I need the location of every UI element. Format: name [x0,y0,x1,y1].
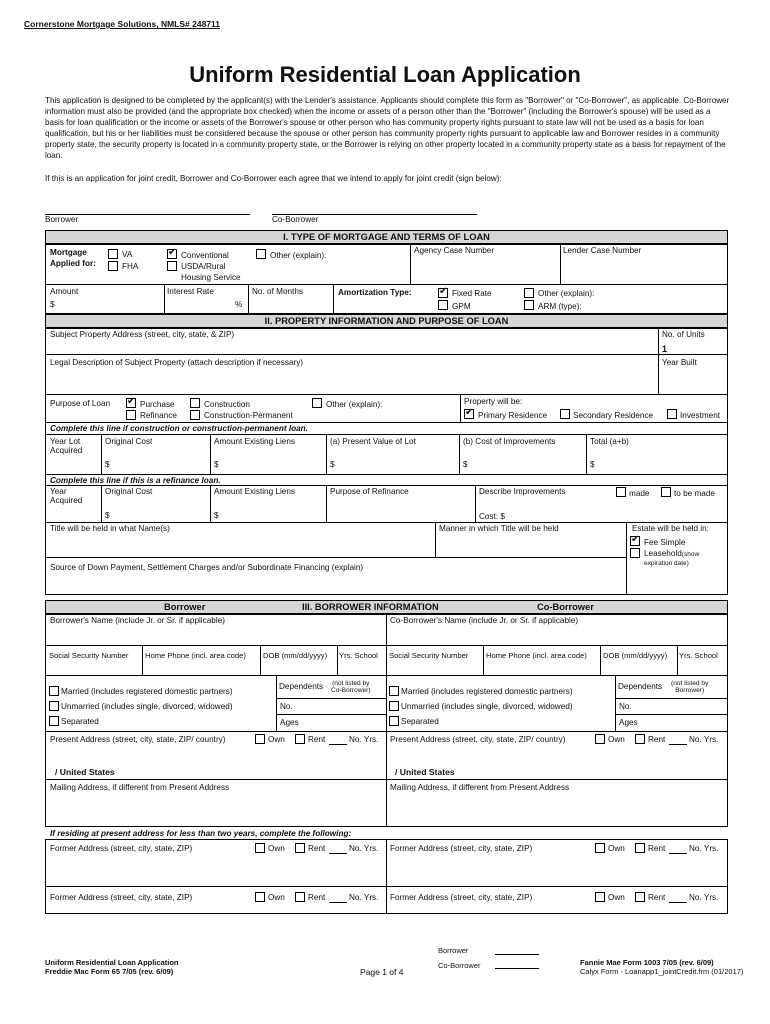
construction-label: Construction [204,400,250,409]
footer-calyx: Calyx Form - Loanapp1_jointCredit.frm (01/2017) [580,967,744,976]
amount-dollar: $ [50,300,55,309]
footer-coborrower-initials-label: Co-Borrower [438,961,481,970]
arm-checkbox[interactable] [524,300,534,310]
c-married-label: Married (includes registered domestic partners) [401,687,573,696]
applied-for-label: Applied for: [50,259,96,268]
purpose-refinance-label: Purpose of Refinance [330,487,409,496]
form-title: Uniform Residential Loan Application [189,62,581,87]
b-present-address-label: Present Address (street, city, state, ZIP/ country) [50,735,226,744]
borrower-heading: Borrower [164,602,206,612]
refinance-label: Refinance [140,411,177,420]
existing-liens-label: Amount Existing Liens [214,437,296,446]
interest-rate-label: Interest Rate [167,287,214,296]
year-lot-label: Year Lot [50,437,81,446]
b-separated-label: Separated [61,717,99,726]
property-will-be-label: Property will be: [464,397,523,406]
fha-checkbox[interactable] [108,261,118,271]
c-former1-no-yrs-label: No. Yrs. [689,844,719,853]
coborrower-heading: Co-Borrower [537,602,594,612]
present-value-lot-label: (a) Present Value of Lot [330,437,416,446]
present-value-dollar: $ [330,460,335,469]
leasehold-label: Leasehold(show [644,549,700,558]
c-home-phone-label: Home Phone (incl. area code) [486,651,587,660]
made-checkbox[interactable] [616,487,626,497]
borrower-name-label: Borrower's Name (include Jr. or Sr. if applicable) [50,616,225,625]
c-former2-own-checkbox[interactable] [595,892,605,902]
b-dependents-ages: Ages [280,718,299,727]
b-dependents-label: Dependents [279,682,324,691]
year-lot-label-2: Acquired [50,446,83,455]
b-married-checkbox[interactable] [49,686,59,696]
legal-description-label: Legal Description of Subject Property (attach description if necessary) [50,358,304,367]
year-built-label: Year Built [662,358,697,367]
amount-label: Amount [50,287,79,296]
c-rent-label: Rent [648,735,666,744]
made-label: made [629,489,650,498]
c-dependents-ages: Ages [619,718,638,727]
fee-simple-checkbox[interactable] [630,536,640,546]
c-former1-own-checkbox[interactable] [595,843,605,853]
b-yrs-school-label: Yrs. School [339,651,378,660]
gpm-checkbox[interactable] [438,300,448,310]
coborrower-signature-label: Co-Borrower [272,215,319,224]
b-home-phone-label: Home Phone (incl. area code) [145,651,246,660]
no-units-label: No. of Units [662,330,705,339]
section-1-header: I. TYPE OF MORTGAGE AND TERMS OF LOAN [45,230,728,244]
b-rent-checkbox[interactable] [295,734,305,744]
usda-label: USDA/Rural [181,262,226,271]
other-purpose-checkbox[interactable] [312,398,322,408]
c-dependents-no: No. [619,702,632,711]
year-acquired-label: Year [50,487,67,496]
b-former-address-2-label: Former Address (street, city, state, ZIP) [50,893,193,902]
b-former2-no-yrs-label: No. Yrs. [349,893,379,902]
borrower-signature-label: Borrower [45,215,79,224]
other-mortgage-label: Other (explain): [270,251,327,260]
other-mortgage-checkbox[interactable] [256,249,266,259]
c-yrs-school-label: Yrs. School [679,651,718,660]
agency-case-label: Agency Case Number [414,246,495,255]
c-married-checkbox[interactable] [389,686,399,696]
less-two-years-heading: If residing at present address for less than two years, complete the following: [50,829,352,838]
interest-percent: % [235,300,243,309]
b-former-address-1-label: Former Address (street, city, state, ZIP) [50,844,193,853]
c-former2-rent-label: Rent [648,893,666,902]
c-dob-label: DOB (mm/dd/yyyy) [603,651,668,660]
b-dependents-no: No. [280,702,293,711]
existing-liens-dollar: $ [214,460,219,469]
describe-improvements-label: Describe Improvements [479,487,566,496]
c-separated-label: Separated [401,717,439,726]
footer-borrower-initials-label: Borrower [438,946,469,955]
other-amort-checkbox[interactable] [524,288,534,298]
b-former1-rent-checkbox[interactable] [295,843,305,853]
refinance-line-heading: Complete this line if this is a refinance loan. [50,476,221,485]
c-unmarried-checkbox[interactable] [389,701,399,711]
refi-original-cost-label: Original Cost [105,487,153,496]
original-cost-dollar: $ [105,460,110,469]
fee-simple-label: Fee Simple [644,538,686,547]
b-former2-own-label: Own [268,893,285,902]
b-separated-checkbox[interactable] [49,716,59,726]
primary-residence-label: Primary Residence [478,411,548,420]
b-own-label: Own [268,735,285,744]
c-ssn-label: Social Security Number [389,651,469,660]
footer-freddie: Freddie Mac Form 65 7/05 (rev. 6/09) [45,967,174,976]
original-cost-label: Original Cost [105,437,153,446]
year-acquired-label-2: Acquired [50,496,83,505]
section-3-title: III. BORROWER INFORMATION [302,602,439,612]
amortization-type-label: Amortization Type: [338,288,412,297]
c-dependents-label: Dependents [618,682,663,691]
cost-dollar-label: Cost: $ [479,512,505,521]
b-former2-own-checkbox[interactable] [255,892,265,902]
b-former1-own-checkbox[interactable] [255,843,265,853]
c-country-value: / United States [395,767,455,777]
footer-form-title: Uniform Residential Loan Application [45,958,179,967]
construction-line-heading: Complete this line if construction or construction-permanent loan. [50,424,308,433]
refi-existing-liens-label: Amount Existing Liens [214,487,296,496]
va-label: VA [122,250,133,259]
construction-perm-checkbox[interactable] [190,410,200,420]
footer-fannie: Fannie Mae Form 1003 7/05 (rev. 6/09) [580,958,714,967]
purchase-checkbox[interactable] [126,398,136,408]
estate-held-label: Estate will be held in: [632,524,709,533]
secondary-residence-label: Secondary Residence [573,411,654,420]
c-former1-rent-label: Rent [648,844,666,853]
mortgage-label: Mortgage [50,248,87,257]
b-own-checkbox[interactable] [255,734,265,744]
primary-residence-checkbox[interactable] [464,409,474,419]
no-months-label: No. of Months [252,287,303,296]
c-former-address-2-label: Former Address (street, city, state, ZIP) [390,893,533,902]
total-ab-dollar: $ [590,460,595,469]
c-former2-own-label: Own [608,893,625,902]
b-unmarried-checkbox[interactable] [49,701,59,711]
conventional-checkbox[interactable] [167,249,177,259]
purpose-label: Purpose of Loan [50,399,111,408]
investment-label: Investment [680,411,721,420]
subject-address-label: Subject Property Address (street, city, state, & ZIP) [50,330,235,339]
secondary-residence-checkbox[interactable] [560,409,570,419]
arm-label: ARM (type): [538,302,582,311]
no-units-value: 1 [662,344,668,354]
refinance-checkbox[interactable] [126,410,136,420]
manner-title-label: Manner in which Title will be held [439,524,559,533]
b-mailing-label: Mailing Address, if different from Present Address [50,783,230,792]
joint-credit-text: If this is an application for joint credit, Borrower and Co-Borrower each agree that we intend to apply for joint credit (sign below): [45,174,502,183]
c-own-label: Own [608,735,625,744]
b-former1-rent-label: Rent [308,844,326,853]
c-former2-rent-checkbox[interactable] [635,892,645,902]
c-mailing-label: Mailing Address, if different from Present Address [390,783,570,792]
refi-original-cost-dollar: $ [105,511,110,520]
b-married-label: Married (includes registered domestic partners) [61,687,233,696]
gpm-label: GPM [452,302,471,311]
leasehold-note: expiration date) [644,560,689,567]
total-ab-label: Total (a+b) [590,437,629,446]
usda-checkbox[interactable] [167,261,177,271]
c-former1-rent-checkbox[interactable] [635,843,645,853]
conventional-label: Conventional [181,251,229,260]
c-no-yrs-label: No. Yrs. [689,735,719,744]
other-purpose-label: Other (explain): [326,400,383,409]
c-former2-no-yrs-label: No. Yrs. [689,893,719,902]
c-rent-checkbox[interactable] [635,734,645,744]
lender-name: Cornerstone Mortgage Solutions, NMLS# 248711 [24,19,221,29]
fha-label: FHA [122,262,139,271]
b-former1-own-label: Own [268,844,285,853]
c-own-checkbox[interactable] [595,734,605,744]
usda-label-2: Housing Service [181,273,241,282]
section-2-header: II. PROPERTY INFORMATION AND PURPOSE OF LOAN [45,314,728,328]
purchase-label: Purchase [140,400,175,409]
fixed-rate-label: Fixed Rate [452,289,492,298]
lender-case-label: Lender Case Number [563,246,642,255]
intro-paragraph: This application is designed to be completed by the applicant(s) with the Lender's assistance. Applicants should complete this form as "Borrower" or "Co-Borrower", as applicable. Co-Borrower information must also be provided (and the appropriate box checked) when the income or assets of a person other than the "Borrower" (including the Borrower's spouse) will be used as a basis for loan qualification or the income or assets of the Borrower's spouse or other person who has community property rights pursuant to state law will not be used as a basis for loan qualification, but his or her liabilities must be considered because the spouse or other person has community property rights pursuant to applicable law and Borrower resides in a community property state, the security property is located in a community property state, or the Borrower is relying on other property located in a community property state as a basis for repayment of the loan. [45,96,730,160]
to-be-made-label: to be made [674,489,715,498]
c-unmarried-label: Unmarried (includes single, divorced, widowed) [401,702,573,711]
to-be-made-checkbox[interactable] [661,487,671,497]
b-rent-label: Rent [308,735,326,744]
b-former2-rent-checkbox[interactable] [295,892,305,902]
refi-existing-liens-dollar: $ [214,511,219,520]
c-present-address-label: Present Address (street, city, state, ZIP/ country) [390,735,566,744]
construction-perm-label: Construction-Permanent [204,411,293,420]
b-not-listed-note: (not listed by Co-Borrower) [331,680,371,694]
cost-improvements-label: (b) Cost of Improvements [463,437,556,446]
cost-improvements-dollar: $ [463,460,468,469]
title-names-label: Title will be held in what Name(s) [50,524,170,533]
b-dob-label: DOB (mm/dd/yyyy) [263,651,328,660]
fixed-rate-checkbox[interactable] [438,288,448,298]
leasehold-checkbox[interactable] [630,548,640,558]
b-ssn-label: Social Security Number [49,651,129,660]
c-separated-checkbox[interactable] [389,716,399,726]
b-unmarried-label: Unmarried (includes single, divorced, widowed) [61,702,233,711]
b-former2-rent-label: Rent [308,893,326,902]
footer-page-number: Page 1 of 4 [360,967,404,977]
c-former-address-1-label: Former Address (street, city, state, ZIP) [390,844,533,853]
coborrower-name-label: Co-Borrower's Name (include Jr. or Sr. if applicable) [390,616,579,625]
source-down-payment-label: Source of Down Payment, Settlement Charges and/or Subordinate Financing (explain) [50,563,364,572]
b-country-value: / United States [55,767,115,777]
b-no-yrs-label: No. Yrs. [349,735,379,744]
c-not-listed-note: (not listed by Borrower) [671,680,709,694]
investment-checkbox[interactable] [667,409,677,419]
other-amort-label: Other (explain): [538,289,595,298]
c-former1-own-label: Own [608,844,625,853]
va-checkbox[interactable] [108,249,118,259]
construction-checkbox[interactable] [190,398,200,408]
b-former1-no-yrs-label: No. Yrs. [349,844,379,853]
